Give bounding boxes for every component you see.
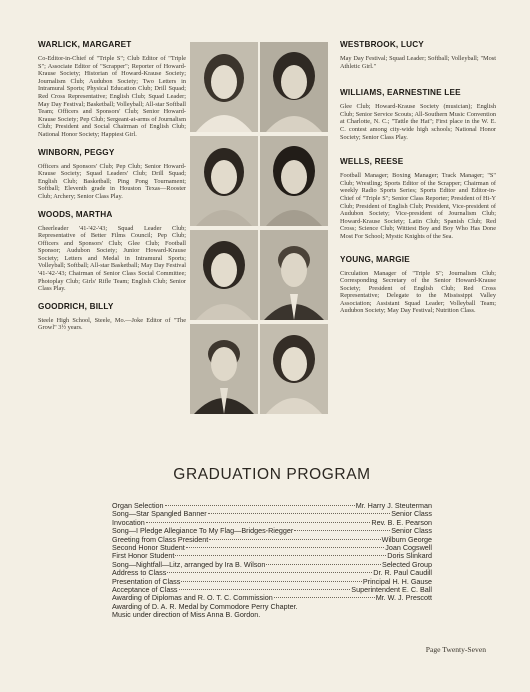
program-item: Song—Nightfall—Litz, arranged by Ira B. Wilson	[112, 559, 266, 569]
program-performer: Joan Cogswell	[385, 543, 432, 553]
program-item: Presentation of Class	[112, 576, 181, 586]
program-row	[112, 611, 432, 619]
student-bio: Officers and Sponsors' Club; Pep Club; Senior Howard-Krause Society; Squad Leaders' Club; Drill Squad; English Club; Basketball; Ping Pong Tournament; Softball; Eleventh grade in Houston Texas—Rooster Club; Archery; Senior Class Play.	[38, 162, 186, 200]
student-name: GOODRICH, BILLY	[38, 301, 114, 311]
senior-entry	[38, 40, 186, 139]
program-item: Awarding of D. A. R. Medal by Commodore Perry Chapter.	[112, 601, 298, 611]
portrait-warlick	[190, 42, 258, 132]
left-column	[38, 40, 186, 341]
program-item: Address to Class	[112, 568, 167, 578]
portrait-young	[260, 324, 328, 414]
program-performer: Senior Class	[391, 509, 432, 519]
student-bio: May Day Festival; Squad Leader; Softball; Volleyball; "Most Athletic Girl."	[340, 55, 496, 70]
program-item: Invocation	[112, 517, 145, 527]
program-performer: Superintendent E. C. Ball	[351, 585, 432, 595]
program-item: Second Honor Student	[112, 543, 185, 553]
student-name: WARLICK, MARGARET	[38, 40, 132, 49]
program-item: Song—I Pledge Allegiance To My Flag—Bridges-Riegger	[112, 526, 294, 536]
student-bio: Glee Club; Howard-Krause Society (musician); English Club; Senior Service Scouts; All-Southern Music Convention at Charlotte, N. C.; "Tattle the Hat"; First place in the W. E. C. contest among city-wide high schools; National Honor Society; Senior Class Play.	[340, 103, 496, 141]
leader-dots	[146, 522, 371, 523]
student-name: WILLIAMS, EARNESTINE LEE	[340, 88, 461, 98]
program-title: GRADUATION PROGRAM	[173, 466, 371, 483]
page-number: Page Twenty-Seven	[425, 645, 486, 654]
right-column	[340, 40, 496, 324]
program-item: Greeting from Class President	[112, 534, 209, 544]
program-item: Music under direction of Miss Anna B. Gordon.	[112, 610, 261, 620]
program-performer: Mr. Harry J. Steuterman	[355, 501, 432, 510]
leader-dots	[209, 539, 380, 540]
portrait-grid	[188, 40, 330, 414]
program-performer: Dr. R. Paul Caudill	[373, 568, 432, 578]
student-name: YOUNG, MARGIE	[340, 254, 410, 264]
leader-dots	[175, 555, 386, 556]
senior-entry	[340, 157, 496, 240]
leader-dots	[274, 597, 375, 598]
program-item: Awarding of Diplomas and R. O. T. C. Commission	[112, 593, 273, 603]
senior-entry	[340, 88, 496, 141]
portrait-westbrook	[260, 42, 328, 132]
student-name: WOODS, MARTHA	[38, 209, 113, 219]
program-item: Song—Star Spangled Banner	[112, 509, 207, 519]
program-performer: Senior Class	[391, 526, 432, 536]
program-list	[112, 502, 432, 620]
leader-dots	[186, 547, 385, 548]
leader-dots	[208, 513, 391, 514]
senior-entry	[38, 302, 186, 332]
portrait-williams	[260, 136, 328, 226]
student-name: WELLS, REESE	[340, 157, 404, 167]
leader-dots	[294, 530, 390, 531]
student-bio: Football Manager; Boxing Manager; Track Manager; "S" Club; Wrestling; Sports Editor of the Scrapper; Chairman of weekly Radio Sports Series; Sports Editor and Editor-in-Chief of "Triple S"; Senior Class Reporter; President of Hi-Y Club; President of English Club; President, Vice-president of Audubon Society; Vice-president of Journalism Club; Howard-Krause Society; Latin Club; Spanish Club; Red Cross; Science Club; Wittiest Boy and Boy Who Has Done Most For School; Mystic Knights of the Sea.	[340, 172, 496, 240]
student-bio: Steele High School, Steele, Mo.—Joke Editor of "The Growl" 3½ years.	[38, 316, 186, 332]
portrait-wells	[260, 230, 328, 320]
program-item: First Honor Student	[112, 551, 175, 561]
student-name: WINBORN, PEGGY	[38, 147, 115, 157]
program-item: Organ Selection	[112, 501, 164, 510]
student-bio: Co-Editor-in-Chief of "Triple S"; Club Editor of "Triple S"; Associate Editor of "Scrapper"; Reporter of Howard-Krause Society; Historian of Howard-Krause Society; Journalism Club; Audubon Society; Two Letters in Intramural Sports; Physical Education Club; Drill Squad; Red Cross Representative; English Club; Squad Leader; May Day Festival; Basketball; Volleyball; All-star Softball Team; Officers and Sponsors' Club; Senior Howard-Krause Society; Pep Club; Sergeant-at-arms of Journalism Club; President and Social Chairman of English Club; National Honor Society; Happiest Girl.	[38, 55, 186, 138]
leader-dots	[179, 589, 351, 590]
portrait-goodrich	[190, 324, 258, 414]
program-performer: Doris Slinkard	[387, 551, 432, 561]
program-item: Acceptance of Class	[112, 585, 178, 595]
leader-dots	[266, 564, 381, 565]
graduation-program	[112, 466, 432, 620]
student-bio: Circulation Manager of "Triple S"; Journalism Club; Corresponding Secretary of the Senior Howard-Krause Society; President of English Club; Red Cross Representative; Delegate to the Mississippi Valley Association; Assistant Squad Leader; Volleyball Team; Audubon Society; May Day Festival; Nutrition Class.	[340, 269, 496, 315]
student-bio: Cheerleader '41-'42-'43; Squad Leader Club; Representative of Better Films Council; Pep Club; Officers and Sponsors' Club; Glee Club; Football Sponsor; Audubon Society; Junior Howard-Krause Society; Letters and Medal in Intramural Sports; Volleyball; Softball; All-star Basketball; May Day Festival '41-'42-'43; Chairman of Senior Class Social Committee; Photoplay Club; Girls' Rifle Team; English Club; Senior Class Play.	[38, 224, 186, 293]
portrait-winborn	[190, 136, 258, 226]
senior-entry	[38, 210, 186, 293]
program-performer: Principal H. H. Gause	[362, 576, 432, 586]
program-performer: Wilburn George	[381, 534, 432, 544]
senior-entry	[340, 40, 496, 70]
senior-entry	[38, 148, 186, 201]
leader-dots	[181, 581, 362, 582]
portrait-woods	[190, 230, 258, 320]
leader-dots	[165, 505, 355, 506]
student-name: WESTBROOK, LUCY	[340, 40, 424, 49]
program-performer: Selected Group	[382, 559, 432, 569]
senior-entry	[340, 255, 496, 316]
program-performer: Mr. W. J. Prescott	[375, 593, 432, 603]
leader-dots	[167, 572, 372, 573]
program-performer: Rev. B. E. Pearson	[371, 517, 432, 527]
